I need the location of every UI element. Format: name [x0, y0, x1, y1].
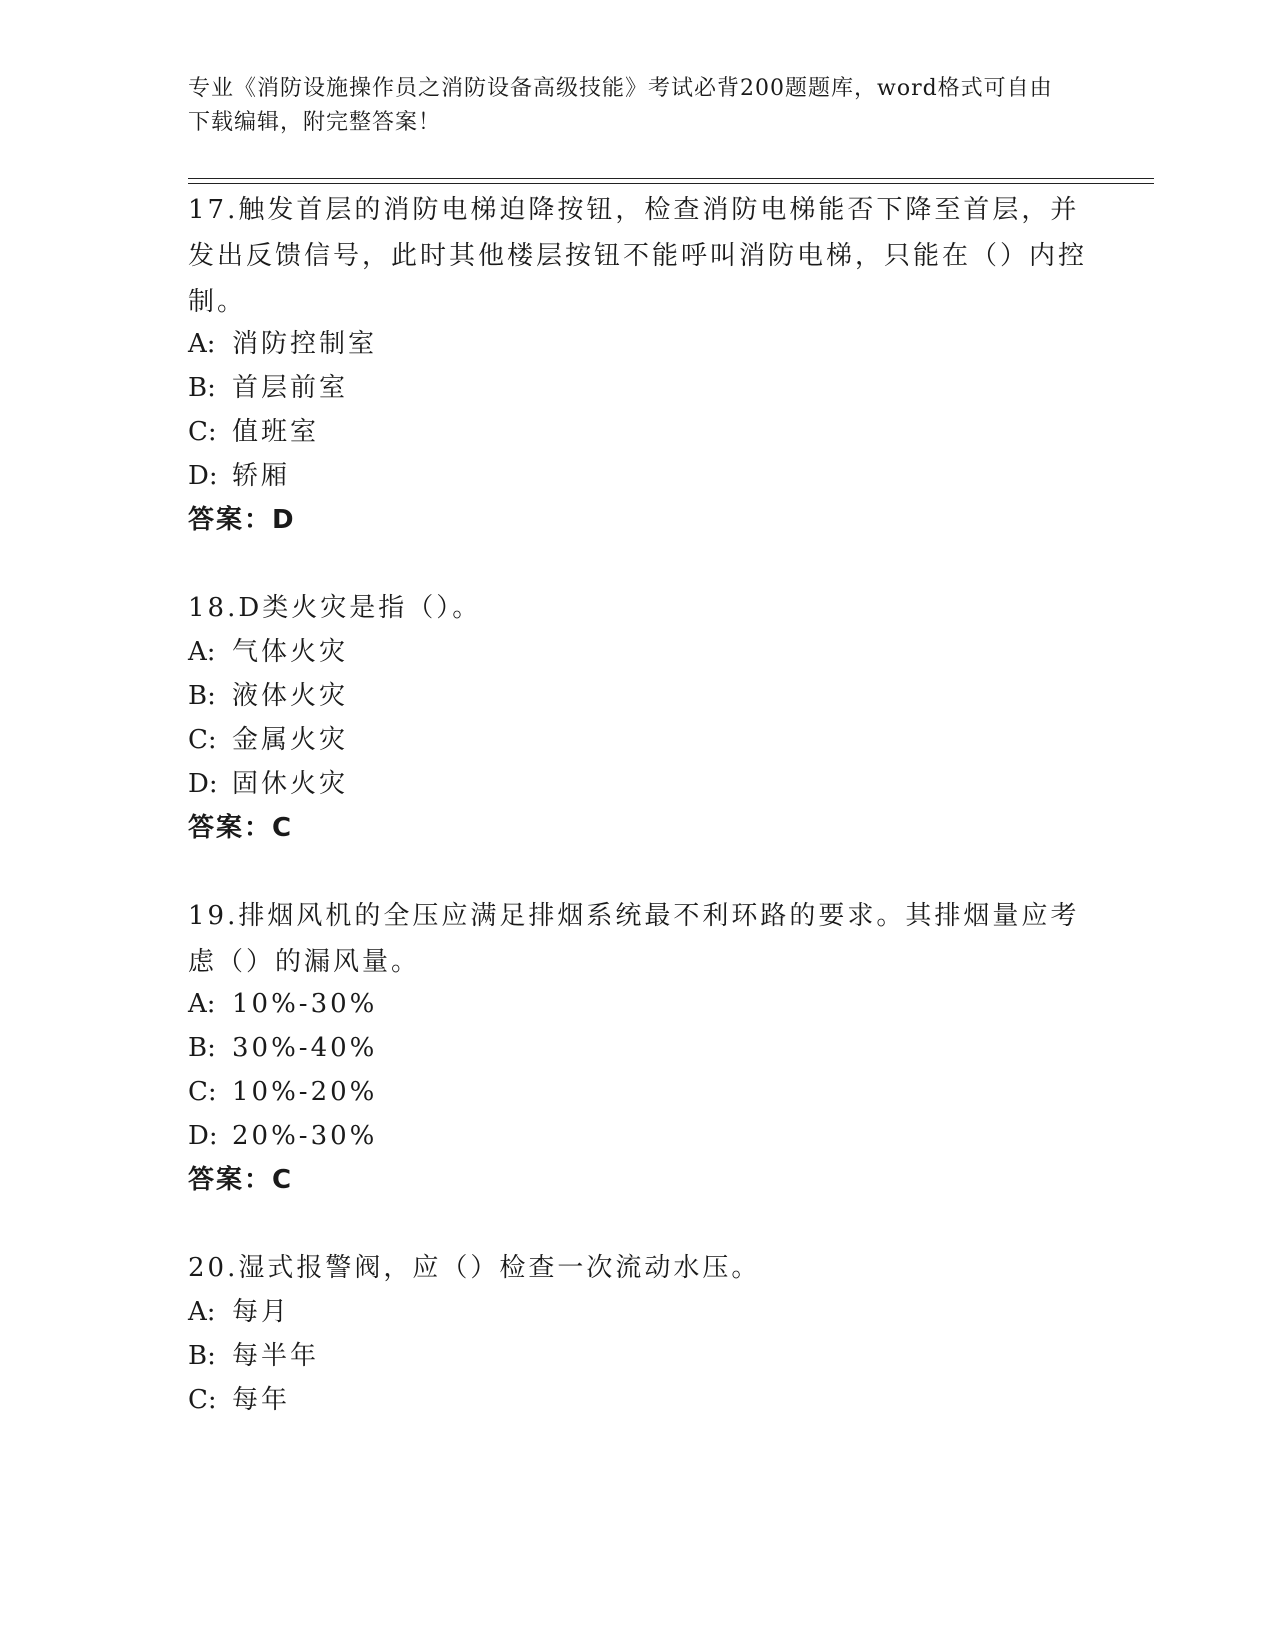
- question-18-text: 18.D类火灾是指（）。: [188, 593, 482, 623]
- option-text: 气体火灾: [232, 637, 349, 667]
- option-text: 每年: [232, 1385, 291, 1415]
- option-text: 10%-30%: [232, 989, 378, 1019]
- option-text: 金属火灾: [232, 725, 349, 755]
- option-letter: C:: [188, 1385, 217, 1415]
- option-text: 20%-30%: [232, 1121, 378, 1151]
- question-17-option-b: [188, 365, 348, 411]
- question-18-answer: 答案：C: [188, 813, 294, 843]
- question-19-text: 19.排烟风机的全压应满足排烟系统最不利环路的要求。其排烟量应考虑（）的漏风量。: [188, 901, 1080, 977]
- option-text: 首层前室: [232, 373, 349, 403]
- option-letter: A:: [188, 989, 216, 1019]
- question-20-option-c: [188, 1377, 290, 1423]
- question-20-text: 20.湿式报警阀，应（）检查一次流动水压。: [188, 1253, 761, 1283]
- question-20-option-a: [188, 1289, 290, 1335]
- document-header: 专业《消防设施操作员之消防设备高级技能》考试必背200题题库，word格式可自由下载编辑，附完整答案！: [188, 76, 1053, 135]
- option-letter: B:: [188, 681, 216, 711]
- option-letter: B:: [188, 373, 216, 403]
- option-text: 液体火灾: [232, 681, 349, 711]
- option-letter: D:: [188, 461, 218, 491]
- option-letter: C:: [188, 725, 217, 755]
- question-18-option-b: [188, 673, 348, 719]
- question-18-option-a: [188, 629, 348, 675]
- question-20-option-b: [188, 1333, 319, 1379]
- option-text: 每半年: [232, 1341, 320, 1371]
- question-17-option-d: [188, 453, 290, 499]
- question-17-option-c: [188, 409, 319, 455]
- question-18-option-c: [188, 717, 348, 763]
- option-letter: C:: [188, 1077, 217, 1107]
- option-letter: A:: [188, 329, 216, 359]
- header-divider-bottom: [188, 183, 1154, 184]
- question-19-option-a: [188, 981, 377, 1027]
- option-letter: A:: [188, 1297, 216, 1327]
- header-divider-top: [188, 178, 1154, 179]
- question-17-answer: 答案：D: [188, 505, 296, 535]
- question-17-option-a: [188, 321, 377, 367]
- question-19-option-c: [188, 1069, 377, 1115]
- option-text: 值班室: [232, 417, 320, 447]
- question-19-answer: 答案：C: [188, 1165, 294, 1195]
- option-text: 30%-40%: [232, 1033, 378, 1063]
- option-text: 10%-20%: [232, 1077, 378, 1107]
- option-text: 每月: [232, 1297, 291, 1327]
- option-letter: B:: [188, 1033, 216, 1063]
- question-19-option-b: [188, 1025, 377, 1071]
- option-letter: A:: [188, 637, 216, 667]
- question-19-option-d: [188, 1113, 377, 1159]
- option-letter: D:: [188, 769, 218, 799]
- option-letter: D:: [188, 1121, 218, 1151]
- option-text: 轿厢: [232, 461, 291, 491]
- option-letter: B:: [188, 1341, 216, 1371]
- option-text: 消防控制室: [232, 329, 378, 359]
- option-text: 固休火灾: [232, 769, 349, 799]
- question-17-text: 17.触发首层的消防电梯迫降按钮，检查消防电梯能否下降至首层，并发出反馈信号，此时其他楼层按钮不能呼叫消防电梯，只能在（）内控制。: [188, 195, 1088, 317]
- question-18-option-d: [188, 761, 348, 807]
- option-letter: C:: [188, 417, 217, 447]
